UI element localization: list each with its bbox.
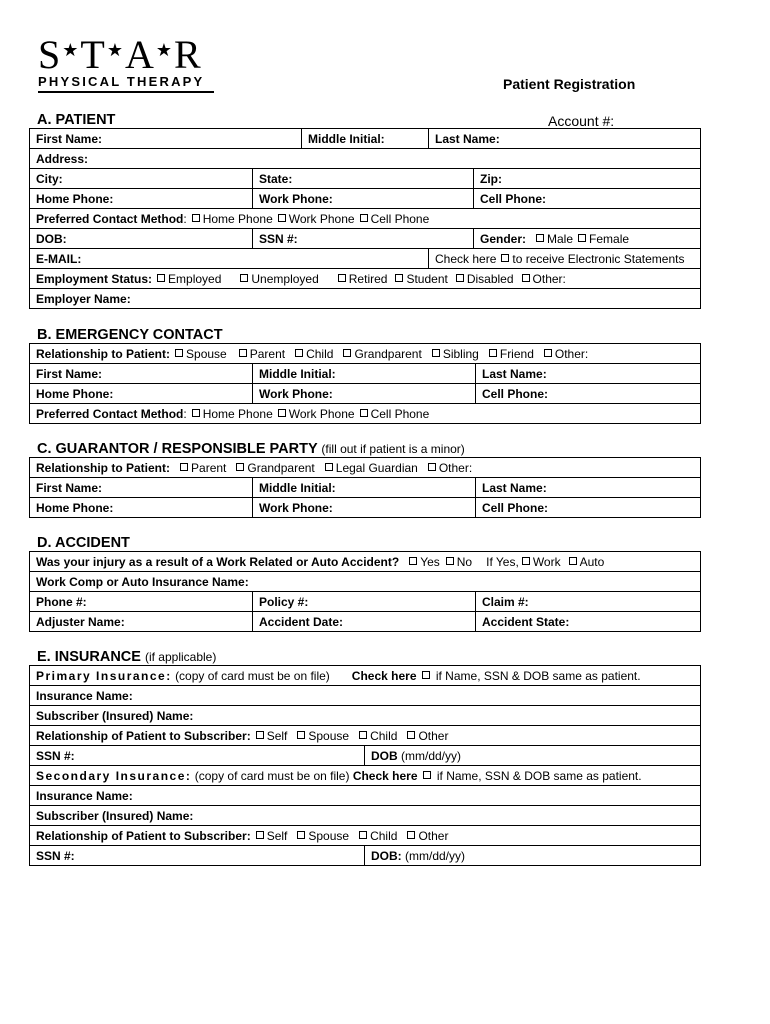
table-row: [30, 726, 701, 746]
logo-wordmark: S★T★A★R: [38, 32, 202, 77]
zip-field[interactable]: Zip:: [474, 169, 701, 189]
checkbox[interactable]: [501, 254, 509, 262]
table-row: [30, 826, 701, 846]
checkbox[interactable]: [239, 349, 247, 357]
table-row: [30, 209, 701, 229]
accident-table: [29, 551, 701, 632]
insurance-table: [29, 665, 701, 866]
table-row: [30, 344, 701, 364]
checkbox[interactable]: [297, 831, 305, 839]
patient-table: [29, 128, 701, 309]
last-name-field[interactable]: Last Name:: [476, 364, 701, 384]
cell-phone-field[interactable]: Cell Phone:: [474, 189, 701, 209]
subscriber-relationship-row: Relationship of Patient to Subscriber: Self Spouse Child Other: [30, 826, 701, 846]
table-row: [30, 129, 701, 149]
account-number-label[interactable]: Account #:: [548, 113, 615, 129]
table-row: [30, 189, 701, 209]
insurance-name-field[interactable]: Insurance Name:: [30, 786, 701, 806]
table-row: [30, 249, 701, 269]
state-field[interactable]: State:: [253, 169, 474, 189]
cell-phone-field[interactable]: Cell Phone:: [476, 498, 701, 518]
table-row: [30, 612, 701, 632]
checkbox[interactable]: [192, 214, 200, 222]
section-b-title: B. EMERGENCY CONTACT: [37, 327, 223, 343]
accident-date-field[interactable]: Accident Date:: [253, 612, 476, 632]
checkbox[interactable]: [456, 274, 464, 282]
dob-field[interactable]: DOB:: [30, 229, 253, 249]
checkbox[interactable]: [578, 234, 586, 242]
table-row: [30, 458, 701, 478]
table-row: [30, 149, 701, 169]
dob-field[interactable]: DOB: (mm/dd/yy): [365, 846, 701, 866]
table-row: [30, 269, 701, 289]
first-name-field[interactable]: First Name:: [30, 129, 302, 149]
first-name-field[interactable]: First Name:: [30, 478, 253, 498]
checkbox[interactable]: [256, 831, 264, 839]
checkbox[interactable]: [522, 274, 530, 282]
checkbox[interactable]: [423, 771, 431, 779]
table-row: [30, 766, 701, 786]
section-d-title: D. ACCIDENT: [37, 535, 130, 551]
checkbox[interactable]: [295, 349, 303, 357]
middle-initial-field[interactable]: Middle Initial:: [253, 364, 476, 384]
checkbox[interactable]: [325, 463, 333, 471]
table-row: [30, 746, 701, 766]
ssn-field[interactable]: SSN #:: [30, 746, 365, 766]
section-a-title: A. PATIENT: [37, 112, 116, 128]
subscriber-name-field[interactable]: Subscriber (Insured) Name:: [30, 706, 701, 726]
insurance-name-field[interactable]: Work Comp or Auto Insurance Name:: [30, 572, 701, 592]
checkbox[interactable]: [446, 557, 454, 565]
checkbox[interactable]: [569, 557, 577, 565]
checkbox[interactable]: [343, 349, 351, 357]
checkbox[interactable]: [297, 731, 305, 739]
document-title: Patient Registration: [503, 76, 636, 92]
table-row: [30, 364, 701, 384]
last-name-field[interactable]: Last Name:: [429, 129, 701, 149]
primary-insurance-header: Primary Insurance: (copy of card must be on file) Check here if Name, SSN & DOB same as patient.: [30, 666, 701, 686]
star-logo: [38, 30, 214, 92]
checkbox[interactable]: [428, 463, 436, 471]
middle-initial-field[interactable]: Middle Initial:: [302, 129, 429, 149]
checkbox[interactable]: [236, 463, 244, 471]
section-e-title: E. INSURANCE (if applicable): [37, 649, 217, 665]
home-phone-field[interactable]: Home Phone:: [30, 189, 253, 209]
star-icon: ★: [155, 40, 173, 60]
preferred-contact-row: Preferred Contact Method: Home Phone Work Phone Cell Phone: [30, 404, 701, 424]
checkbox[interactable]: [256, 731, 264, 739]
cell-phone-field[interactable]: Cell Phone:: [476, 384, 701, 404]
adjuster-name-field[interactable]: Adjuster Name:: [30, 612, 253, 632]
checkbox[interactable]: [278, 409, 286, 417]
ssn-field[interactable]: SSN #:: [253, 229, 474, 249]
email-field[interactable]: E-MAIL:: [30, 249, 429, 269]
table-row: [30, 478, 701, 498]
employment-status-row: Employment Status: Employed Unemployed Retired Student Disabled Other:: [30, 269, 701, 289]
work-phone-field[interactable]: Work Phone:: [253, 384, 476, 404]
table-row: [30, 592, 701, 612]
table-row: [30, 289, 701, 309]
checkbox[interactable]: [544, 349, 552, 357]
accident-state-field[interactable]: Accident State:: [476, 612, 701, 632]
checkbox[interactable]: [522, 557, 530, 565]
gender-field: Gender: Male Female: [474, 229, 701, 249]
phone-field[interactable]: Phone #:: [30, 592, 253, 612]
checkbox[interactable]: [240, 274, 248, 282]
checkbox[interactable]: [489, 349, 497, 357]
checkbox[interactable]: [422, 671, 430, 679]
table-row: [30, 786, 701, 806]
checkbox[interactable]: [278, 214, 286, 222]
subscriber-relationship-row: Relationship of Patient to Subscriber: Self Spouse Child Other: [30, 726, 701, 746]
table-row: [30, 404, 701, 424]
dob-field[interactable]: DOB (mm/dd/yy): [365, 746, 701, 766]
city-field[interactable]: City:: [30, 169, 253, 189]
table-row: [30, 686, 701, 706]
checkbox[interactable]: [432, 349, 440, 357]
guarantor-table: [29, 457, 701, 518]
table-row: [30, 572, 701, 592]
checkbox[interactable]: [175, 349, 183, 357]
electronic-statements-option: Check here to receive Electronic Statements: [429, 249, 701, 269]
work-phone-field[interactable]: Work Phone:: [253, 189, 474, 209]
checkbox[interactable]: [359, 831, 367, 839]
table-row: [30, 552, 701, 572]
emergency-contact-table: [29, 343, 701, 424]
accident-question-row: Was your injury as a result of a Work Related or Auto Accident? Yes No If Yes, Work Auto: [30, 552, 701, 572]
checkbox[interactable]: [192, 409, 200, 417]
middle-initial-field[interactable]: Middle Initial:: [253, 478, 476, 498]
work-phone-field[interactable]: Work Phone:: [253, 498, 476, 518]
checkbox[interactable]: [180, 463, 188, 471]
checkbox[interactable]: [360, 409, 368, 417]
checkbox[interactable]: [395, 274, 403, 282]
table-row: [30, 229, 701, 249]
relationship-row: Relationship to Patient: Parent Grandparent Legal Guardian Other:: [30, 458, 701, 478]
table-row: [30, 706, 701, 726]
insurance-name-field[interactable]: Insurance Name:: [30, 686, 701, 706]
last-name-field[interactable]: Last Name:: [476, 478, 701, 498]
checkbox[interactable]: [407, 831, 415, 839]
table-row: [30, 666, 701, 686]
checkbox[interactable]: [409, 557, 417, 565]
address-field[interactable]: Address:: [30, 149, 701, 169]
ssn-field[interactable]: SSN #:: [30, 846, 365, 866]
checkbox[interactable]: [360, 214, 368, 222]
star-icon: ★: [62, 40, 80, 60]
policy-field[interactable]: Policy #:: [253, 592, 476, 612]
table-row: [30, 806, 701, 826]
section-c-title: C. GUARANTOR / RESPONSIBLE PARTY (fill out if patient is a minor): [37, 441, 465, 457]
secondary-insurance-header: Secondary Insurance: (copy of card must be on file) Check here if Name, SSN & DOB same as patient.: [30, 766, 701, 786]
home-phone-field[interactable]: Home Phone:: [30, 384, 253, 404]
table-row: [30, 498, 701, 518]
table-row: [30, 846, 701, 866]
relationship-row: Relationship to Patient: Spouse Parent Child Grandparent Sibling Friend Other:: [30, 344, 701, 364]
claim-field[interactable]: Claim #:: [476, 592, 701, 612]
checkbox[interactable]: [407, 731, 415, 739]
employer-name-field[interactable]: Employer Name:: [30, 289, 701, 309]
star-icon: ★: [106, 40, 124, 60]
table-row: [30, 169, 701, 189]
first-name-field[interactable]: First Name:: [30, 364, 253, 384]
subscriber-name-field[interactable]: Subscriber (Insured) Name:: [30, 806, 701, 826]
logo-subtitle: PHYSICAL THERAPY: [38, 74, 214, 93]
checkbox[interactable]: [157, 274, 165, 282]
home-phone-field[interactable]: Home Phone:: [30, 498, 253, 518]
checkbox[interactable]: [359, 731, 367, 739]
table-row: [30, 384, 701, 404]
preferred-contact-row: Preferred Contact Method: Home Phone Work Phone Cell Phone: [30, 209, 701, 229]
checkbox[interactable]: [338, 274, 346, 282]
checkbox[interactable]: [536, 234, 544, 242]
